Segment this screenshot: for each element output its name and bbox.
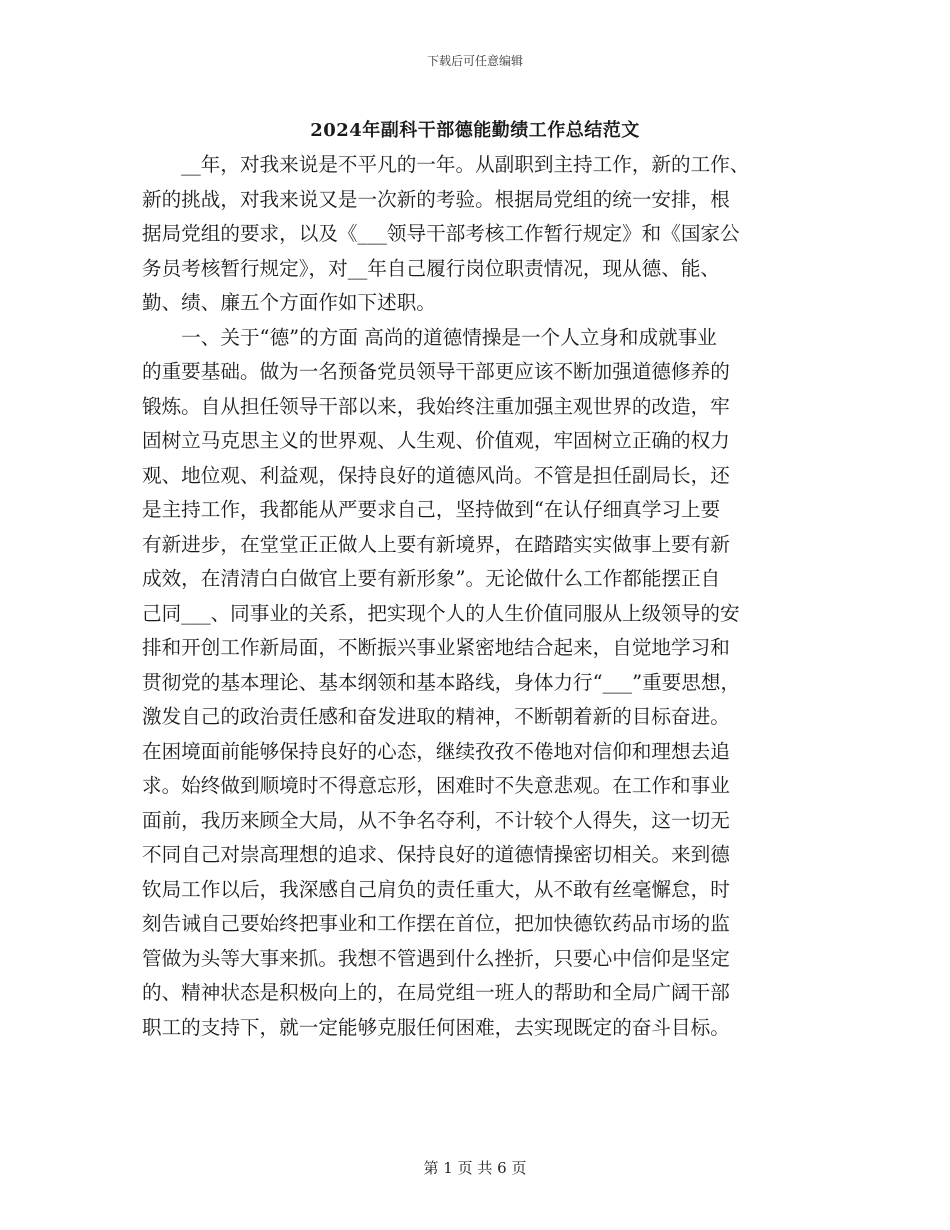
- body-line: 一、关于“德”的方面 高尚的道德情操是一个人立身和成就事业: [142, 325, 717, 349]
- body-line: 固树立马克思主义的世界观、人生观、价值观，牢固树立正确的权力: [142, 429, 730, 452]
- document-body: [142, 148, 814, 1045]
- body-line: 排和开创工作新局面，不断振兴事业紧密地结合起来，自觉地学习和: [142, 636, 730, 659]
- body-line: 激发自己的政治责任感和奋发进取的精神，不断朝着新的目标奋进。: [142, 705, 730, 728]
- body-line: 在困境面前能够保持良好的心态，继续孜孜不倦地对信仰和理想去追: [142, 739, 730, 763]
- body-line: 求。始终做到顺境时不得意忘形，困难时不失意悲观。在工作和事业: [142, 774, 730, 797]
- body-line: 的、精神状态是积极向上的，在局党组一班人的帮助和全局广阔干部: [142, 981, 730, 1004]
- body-line: 务员考核暂行规定》，对__年自己履行岗位职责情况，现从德、能、: [142, 256, 721, 280]
- body-line: 成效，在清清白白做官上要有新形象”。无论做什么工作都能摆正自: [142, 567, 721, 590]
- body-line: 新的挑战，对我来说又是一次新的考验。根据局党组的统一安排，根: [142, 187, 730, 211]
- page-number-footer: 第 1 页 共 6 页: [423, 1159, 527, 1177]
- body-line: 观、地位观、利益观，保持良好的道德风尚。不管是担任副局长，还: [142, 463, 730, 487]
- body-line: 己同___、同事业的关系，把实现个人的人生价值同服从上级领导的安: [142, 601, 740, 625]
- header-note: 下载后可任意编辑: [426, 54, 523, 68]
- body-line: 锻炼。自从担任领导干部以来，我始终注重加强主观世界的改造，牢: [142, 394, 730, 418]
- body-line: 刻告诫自己要始终把事业和工作摆在首位，把加快德钦药品市场的监: [142, 912, 730, 935]
- body-line: 勤、绩、廉五个方面作如下述职。: [142, 291, 436, 314]
- body-line: 钦局工作以后，我深感自己肩负的责任重大，从不敢有丝毫懈怠，时: [142, 877, 730, 901]
- body-line: 不同自己对崇高理想的追求、保持良好的道德情操密切相关。来到德: [142, 843, 730, 866]
- body-line: 管做为头等大事来抓。我想不管遇到什么挫折，只要心中信仰是坚定: [142, 946, 730, 970]
- body-line: 面前，我历来顾全大局，从不争名夺利，不计较个人得失，这一切无: [142, 808, 730, 832]
- body-line: 据局党组的要求，以及《___领导干部考核工作暂行规定》和《国家公: [142, 222, 740, 245]
- body-line: 职工的支持下，就一定能够克服任何困难，去实现既定的奋斗目标。: [142, 1015, 730, 1039]
- body-line: 贯彻党的基本理论、基本纲领和基本路线，身体力行“___”重要思想，: [142, 670, 741, 694]
- body-line: 的重要基础。做为一名预备党员领导干部更应该不断加强道德修养的: [142, 360, 730, 383]
- body-line: __年，对我来说是不平凡的一年。从副职到主持工作，新的工作、: [142, 153, 750, 176]
- document-title: 2024年副科干部德能勤绩工作总结范文: [310, 120, 640, 141]
- body-line: 有新进步，在堂堂正正做人上要有新境界，在踏踏实实做事上要有新: [142, 532, 730, 556]
- body-line: 是主持工作，我都能从严要求自己，坚持做到“在认仔细真学习上要: [142, 498, 721, 521]
